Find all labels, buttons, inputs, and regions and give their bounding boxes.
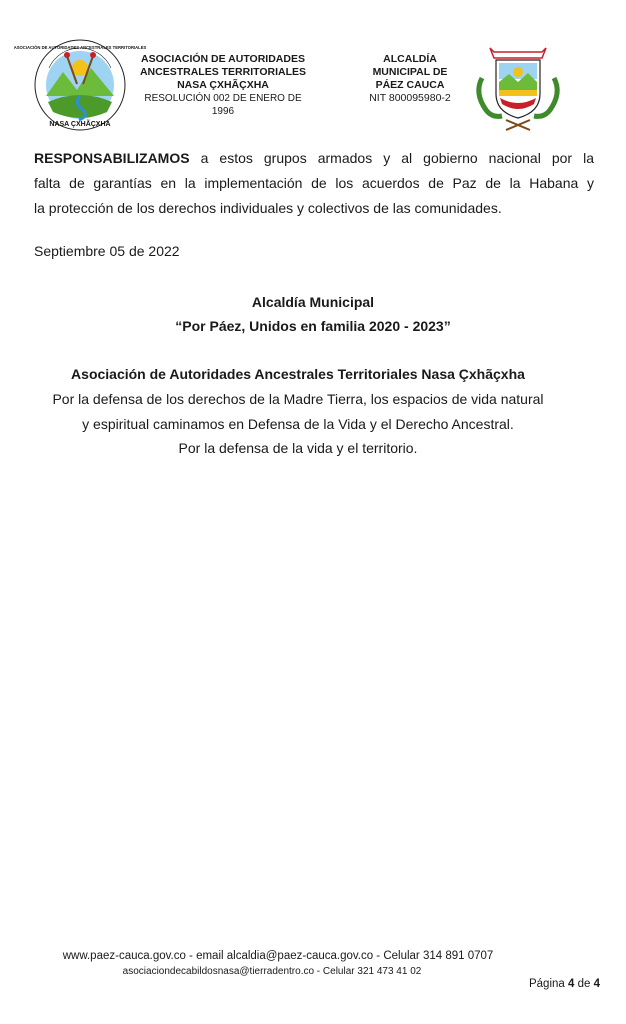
footer-contact-line-1: www.paez-cauca.gov.co - email alcaldia@paez-cauca.gov.co - Celular 314 891 0707 <box>62 950 494 962</box>
alcaldia-signature-name: Alcaldía Municipal <box>251 294 375 310</box>
paez-coat-of-arms <box>472 38 564 134</box>
closing-line-2: y espiritual caminamos en Defensa de la Vida y el Derecho Ancestral. <box>82 416 514 432</box>
responsibility-paragraph <box>34 146 594 221</box>
page-current: 4 <box>568 978 575 990</box>
page-prefix: Página <box>528 978 568 990</box>
responsibility-line-3: la protección de los derechos individuales y colectivos de las comunidades. <box>34 200 502 216</box>
assoc-resolution-line-2: 1996 <box>211 106 235 117</box>
responsibility-line-2: falta de garantías en la implementación de los acuerdos de Paz de la Habana y <box>34 175 594 191</box>
association-signature-name: Asociación de Autoridades Ancestrales Territoriales Nasa Çxhãçxha <box>71 366 525 382</box>
closing-line-3: Por la defensa de la vida y el territorio. <box>178 440 418 456</box>
alcaldia-slogan: “Por Páez, Unidos en familia 2020 - 2023” <box>175 318 451 334</box>
assoc-header-line-2: ANCESTRALES TERRITORIALES <box>139 66 307 78</box>
page-mid: de <box>574 978 594 990</box>
logo-left-ring-text: ASOCIACIÓN DE AUTORIDADES ANCESTRALES TERRITORIALES <box>13 45 147 50</box>
page-number <box>500 978 600 990</box>
responsibility-line-1-text: a estos grupos armados y al gobierno nacional por la <box>189 150 594 166</box>
page-total: 4 <box>593 978 600 990</box>
closing-line-1: Por la defensa de los derechos de la Madre Tierra, los espacios de vida natural <box>52 391 544 407</box>
assoc-resolution-line-1: RESOLUCIÓN 002 DE ENERO DE <box>144 93 302 104</box>
assoc-header-line-3: NASA ÇXHÃÇXHA <box>177 79 269 91</box>
logo-left-bottom-text: NASA ÇXHÃÇXHA <box>49 121 111 128</box>
asociacion-nasa-logo <box>13 38 147 132</box>
responsibility-keyword: RESPONSABILIZAMOS <box>34 150 190 166</box>
alcaldia-nit: NIT 800095980-2 <box>369 92 451 104</box>
assoc-header-line-1: ASOCIACIÓN DE AUTORIDADES <box>141 53 305 65</box>
document-date: Septiembre 05 de 2022 <box>34 243 180 259</box>
footer-contact-line-2: asociaciondecabildosnasa@tierradentro.co - Celular 321 473 41 02 <box>122 966 422 977</box>
association-header <box>135 53 311 118</box>
alcaldia-header-line-2: MUNICIPAL DE <box>372 66 448 78</box>
responsibility-line-1 <box>34 146 594 171</box>
alcaldia-header-line-1: ALCALDÍA <box>383 53 437 65</box>
alcaldia-header-line-3: PÁEZ CAUCA <box>375 79 445 91</box>
alcaldia-header <box>355 53 465 105</box>
